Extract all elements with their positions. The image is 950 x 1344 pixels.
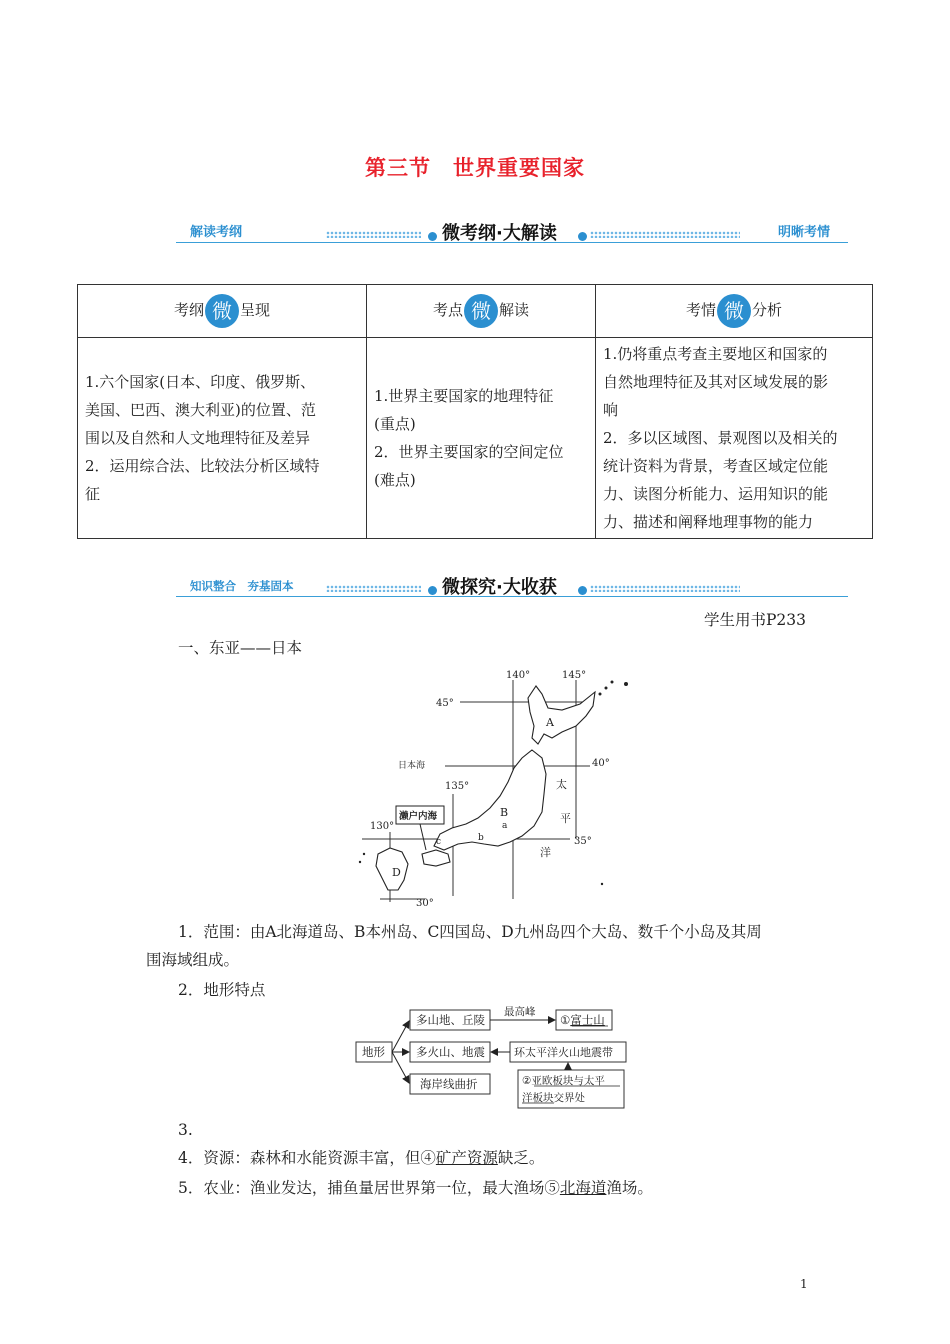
header-cell: 考纲 微 呈现: [78, 285, 367, 338]
section-banner-explore: [176, 566, 848, 602]
arrow-to-coastline: [392, 1052, 409, 1083]
arrow-to-mountains: [392, 1021, 409, 1052]
highest-peak-label: 最高峰: [504, 1006, 536, 1018]
textbook-reference: 学生用书P233: [703, 611, 806, 629]
terrain-root-label: 地形: [362, 1045, 385, 1059]
wei-badge-icon: 微: [205, 294, 239, 328]
pacific-label-1: 太: [556, 778, 567, 791]
lat-label-40: 40°: [592, 758, 610, 769]
wei-badge-icon: 微: [717, 294, 751, 328]
plate-text-line1: ②亚欧板块与太平: [522, 1075, 605, 1087]
volcano-label: 多火山、地震: [416, 1045, 485, 1059]
sea-of-japan-label: 日本海: [398, 761, 426, 771]
island-dot: [363, 853, 365, 855]
ring-of-fire-label: 环太平洋火山地震带: [514, 1046, 613, 1059]
lon-label-140: 140°: [506, 670, 531, 681]
wei-badge-icon: 微: [464, 294, 498, 328]
dot-pattern: [326, 585, 421, 592]
seto-pointer-line: [420, 824, 426, 850]
island-dot: [599, 693, 602, 696]
item-3: 3.: [178, 1121, 193, 1139]
island-dot: [611, 681, 614, 684]
island-label-a: A: [546, 716, 554, 729]
section-banner-objectives: [176, 212, 848, 248]
table-header-row: [78, 285, 873, 338]
coastline-label: 海岸线曲折: [420, 1077, 478, 1091]
lon-label-145: 145°: [562, 670, 587, 681]
point-label-a: a: [502, 821, 508, 831]
dot-pattern: [590, 585, 740, 592]
banner-center-title: 微探究·大收获: [442, 577, 557, 598]
lat-label-45: 45°: [436, 698, 454, 709]
objectives-table: [77, 284, 873, 539]
japan-map: [350, 664, 640, 912]
lon-label-130: 130°: [370, 821, 395, 832]
item-2-terrain-heading: 2．地形特点: [178, 981, 266, 999]
point-label-b: b: [478, 833, 484, 843]
dot-pattern: [590, 231, 740, 238]
lat-label-30: 30°: [416, 898, 434, 909]
table-cell-syllabus: 1.六个国家(日本、印度、俄罗斯、 美国、巴西、澳大利亚)的位置、范 围以及自然和人文地理特征及差异 2．运用综合法、比较法分析区域特 征: [78, 338, 367, 539]
table-row: [78, 338, 873, 539]
point-label-c: c: [436, 837, 442, 847]
shikoku-island: [422, 850, 450, 866]
table-cell-keypoints: 1.世界主要国家的地理特征 (重点) 2．世界主要国家的空间定位 (难点): [367, 338, 596, 539]
island-label-b: B: [500, 806, 509, 819]
section-heading-japan: 一、东亚——日本: [178, 639, 303, 657]
island-dot: [601, 883, 603, 885]
pacific-label-3: 洋: [540, 846, 551, 859]
page-number: 1: [800, 1277, 808, 1291]
fuji-text: ①富士山: [560, 1013, 605, 1027]
banner-left-label: 解读考纲: [190, 225, 243, 240]
lon-label-135: 135°: [445, 781, 470, 792]
island-dot: [605, 687, 608, 690]
banner-left-label: 知识整合 夯基固本: [190, 579, 294, 593]
bullet-dot-icon: [428, 586, 437, 595]
terrain-flow-diagram: [354, 1002, 634, 1110]
dot-pattern: [326, 231, 421, 238]
seto-inland-sea-label: 濑户内海: [399, 811, 438, 822]
item-4-resources: 4．资源：森林和水能资源丰富，但④矿产资源缺乏。: [178, 1149, 545, 1167]
island-dot: [624, 682, 628, 686]
plate-text-line2: 洋板块交界处: [522, 1092, 585, 1104]
island-dot: [359, 861, 361, 863]
pacific-label-2: 平: [560, 812, 571, 825]
bullet-dot-icon: [428, 232, 437, 241]
table-cell-analysis: 1.仍将重点考查主要地区和国家的 自然地理特征及其对区域发展的影 响 2．多以区域图、景观图以及相关的 统计资料为背景，考查区域定位能 力、读图分析能力、运用知识的能 力、描述和阐释地理事物的能力: [596, 338, 873, 539]
item-1-range-line1: 1．范围：由A北海道岛、B本州岛、C四国岛、D九州岛四个大岛、数千个小岛及其周: [178, 923, 762, 941]
header-cell: 考情 微 分析: [596, 285, 873, 338]
lat-label-35: 35°: [574, 836, 592, 847]
bullet-dot-icon: [578, 586, 587, 595]
bullet-dot-icon: [578, 232, 587, 241]
mountains-label: 多山地、丘陵: [416, 1013, 485, 1027]
banner-center-title: 微考纲·大解读: [442, 223, 557, 244]
hokkaido-island: [528, 686, 595, 744]
page-title: 第三节 世界重要国家: [365, 156, 585, 180]
island-label-d: D: [392, 866, 401, 879]
item-1-range-line2: 围海域组成。: [146, 951, 240, 969]
item-5-agriculture: 5．农业：渔业发达，捕鱼量居世界第一位，最大渔场⑤北海道渔场。: [178, 1179, 653, 1197]
header-cell: 考点 微 解读: [367, 285, 596, 338]
banner-right-label: 明晰考情: [777, 225, 830, 240]
honshu-island: [434, 750, 546, 850]
